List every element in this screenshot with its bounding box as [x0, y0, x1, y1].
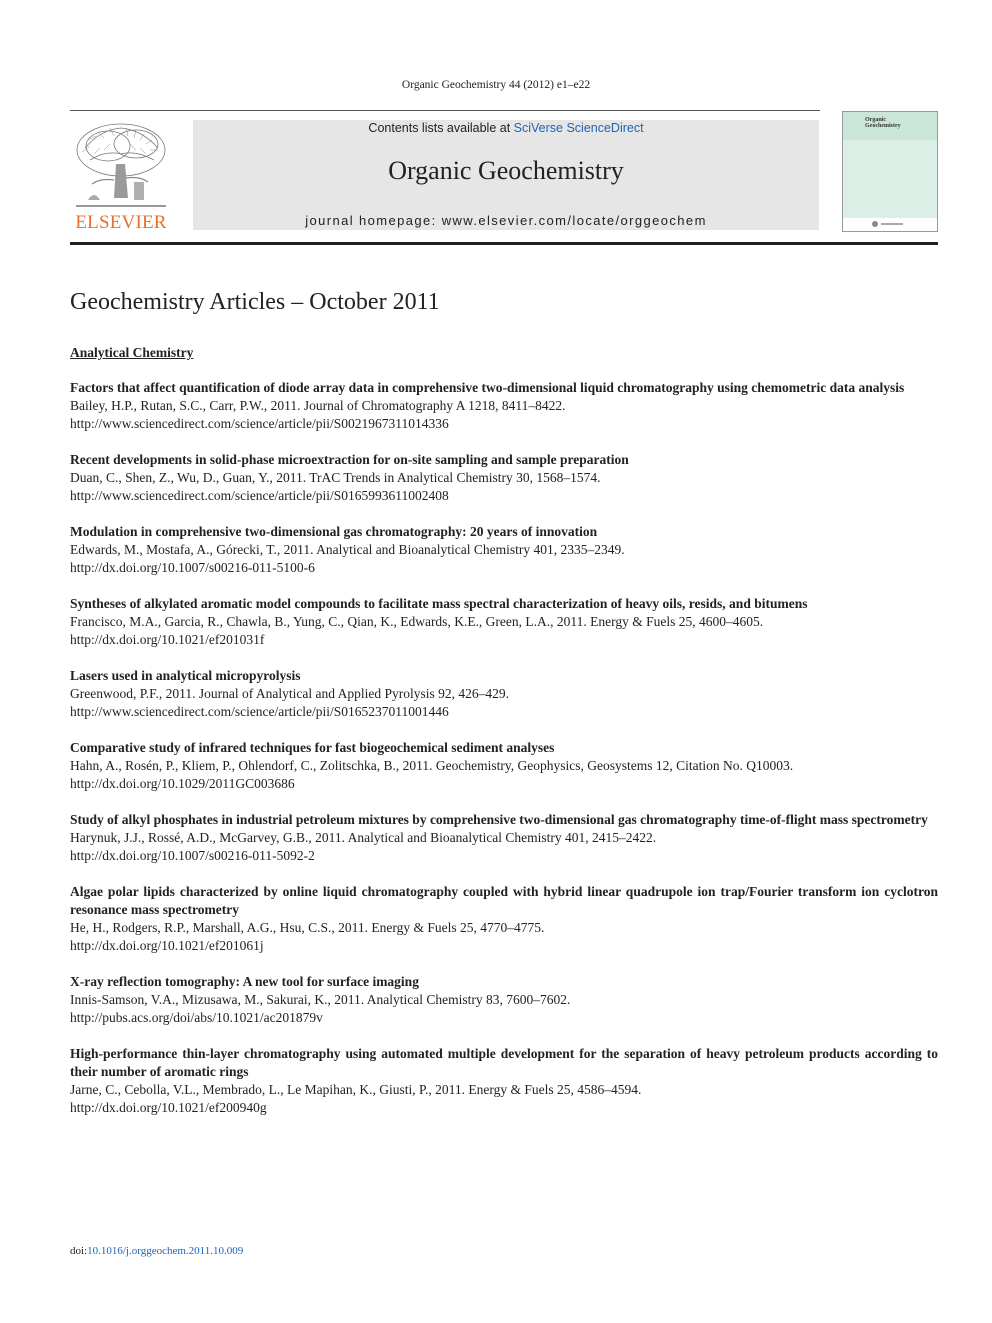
cover-body	[843, 140, 937, 218]
header-rule-thick	[70, 242, 938, 245]
article-entry	[70, 379, 938, 433]
article-title[interactable]: Study of alkyl phosphates in industrial petroleum mixtures by comprehensive two-dimensional gas chromatography time-of-flight mass spectrometry	[70, 812, 928, 827]
article-reference: Hahn, A., Rosén, P., Kliem, P., Ohlendorf, C., Zolitschka, B., 2011. Geochemistry, Geophysics, Geosystems 12, Citation No. Q10003.	[70, 758, 794, 773]
article-entry	[70, 883, 938, 955]
cover-logo-icon	[843, 218, 937, 231]
article-title[interactable]: Comparative study of infrared techniques for fast biogeochemical sediment analyses	[70, 740, 555, 755]
article-reference: Bailey, H.P., Rutan, S.C., Carr, P.W., 2011. Journal of Chromatography A 1218, 8411–8422.	[70, 398, 566, 413]
header-rule	[70, 110, 820, 111]
article-entry	[70, 973, 938, 1027]
article-link[interactable]: http://pubs.acs.org/doi/abs/10.1021/ac201879v	[70, 1010, 323, 1025]
article-link[interactable]: http://dx.doi.org/10.1021/ef201061j	[70, 938, 264, 953]
cover-title-line2: Geochemistry	[865, 123, 901, 129]
article-title[interactable]: Lasers used in analytical micropyrolysis	[70, 668, 301, 683]
article-list	[70, 379, 938, 1117]
article-link[interactable]: http://dx.doi.org/10.1007/s00216-011-5092-2	[70, 848, 315, 863]
elsevier-tree-icon	[70, 120, 172, 212]
article-reference: Francisco, M.A., Garcia, R., Chawla, B., Yung, C., Qian, K., Edwards, K.E., Green, L.A., 2011. Energy & Fuels 25, 4600–4605.	[70, 614, 764, 629]
article-title[interactable]: Syntheses of alkylated aromatic model compounds to facilitate mass spectral characterization of heavy oils, resids, and bitumens	[70, 596, 808, 611]
journal-citation: Organic Geochemistry 44 (2012) e1–e22	[401, 79, 591, 91]
article-title[interactable]: X-ray reflection tomography: A new tool for surface imaging	[70, 974, 419, 989]
article-reference: He, H., Rodgers, R.P., Marshall, A.G., Hsu, C.S., 2011. Energy & Fuels 25, 4770–4775.	[70, 920, 545, 935]
article-entry	[70, 667, 938, 721]
article-link[interactable]: http://dx.doi.org/10.1007/s00216-011-5100-6	[70, 560, 315, 575]
article-reference: Edwards, M., Mostafa, A., Górecki, T., 2011. Analytical and Bioanalytical Chemistry 401, 2335–2349.	[70, 542, 625, 557]
article-link[interactable]: http://dx.doi.org/10.1021/ef200940g	[70, 1100, 267, 1115]
article-title[interactable]: High-performance thin-layer chromatography using automated multiple development for the separation of heavy petroleum products according to their number of aromatic rings	[70, 1046, 938, 1079]
article-entry	[70, 451, 938, 505]
article-link[interactable]: http://www.sciencedirect.com/science/article/pii/S0021967311014336	[70, 416, 449, 431]
article-reference: Innis-Samson, V.A., Mizusawa, M., Sakurai, K., 2011. Analytical Chemistry 83, 7600–7602.	[70, 992, 571, 1007]
cover-title	[865, 117, 901, 129]
article-link[interactable]: http://www.sciencedirect.com/science/article/pii/S0165237011001446	[70, 704, 449, 719]
article-title[interactable]: Factors that affect quantification of diode array data in comprehensive two-dimensional liquid chromatography using chemometric data analysis	[70, 380, 905, 395]
article-link[interactable]: http://www.sciencedirect.com/science/article/pii/S0165993611002408	[70, 488, 449, 503]
publisher-logo[interactable]	[70, 120, 172, 232]
article-entry	[70, 1045, 938, 1117]
contents-prefix: Contents lists available at	[368, 121, 511, 135]
cover-title-line1: Organic	[865, 117, 886, 123]
article-reference: Duan, C., Shen, Z., Wu, D., Guan, Y., 2011. TrAC Trends in Analytical Chemistry 30, 1568–1574.	[70, 470, 601, 485]
journal-homepage[interactable]: journal homepage: www.elsevier.com/locate/orggeochem	[305, 213, 707, 228]
cover-footer	[843, 218, 937, 231]
article-entry	[70, 811, 938, 865]
sciverse-link[interactable]: SciVerse ScienceDirect	[513, 121, 644, 135]
article-link[interactable]: http://dx.doi.org/10.1029/2011GC003686	[70, 776, 295, 791]
publisher-logo-word: ELSEVIER	[75, 212, 167, 233]
article-reference: Jarne, C., Cebolla, V.L., Membrado, L., Le Mapihan, K., Giusti, P., 2011. Energy & Fuels 25, 4586–4594.	[70, 1082, 642, 1097]
doi-link[interactable]: 10.1016/j.orggeochem.2011.10.009	[87, 1245, 244, 1257]
journal-title: Organic Geochemistry	[388, 156, 624, 185]
article-reference: Harynuk, J.J., Rossé, A.D., McGarvey, G.B., 2011. Analytical and Bioanalytical Chemistry 401, 2415–2422.	[70, 830, 657, 845]
doi-prefix: doi:	[70, 1245, 88, 1257]
doi-line	[70, 1245, 243, 1257]
journal-cover-thumbnail[interactable]	[842, 111, 938, 232]
article-entry	[70, 595, 938, 649]
article-title[interactable]: Recent developments in solid-phase microextraction for on-site sampling and sample preparation	[70, 452, 629, 467]
article-entry	[70, 739, 938, 793]
journal-banner	[193, 120, 819, 230]
section-heading: Analytical Chemistry	[70, 345, 194, 360]
article-entry	[70, 523, 938, 577]
article-title[interactable]: Modulation in comprehensive two-dimensional gas chromatography: 20 years of innovation	[70, 524, 598, 539]
article-title[interactable]: Algae polar lipids characterized by online liquid chromatography coupled with hybrid linear quadrupole ion trap/Fourier transform ion cyclotron resonance mass spectrometry	[70, 884, 938, 917]
article-reference: Greenwood, P.F., 2011. Journal of Analytical and Applied Pyrolysis 92, 426–429.	[70, 686, 510, 701]
article-link[interactable]: http://dx.doi.org/10.1021/ef201031f	[70, 632, 265, 647]
document-title: Geochemistry Articles – October 2011	[70, 289, 440, 315]
contents-line	[193, 121, 819, 135]
